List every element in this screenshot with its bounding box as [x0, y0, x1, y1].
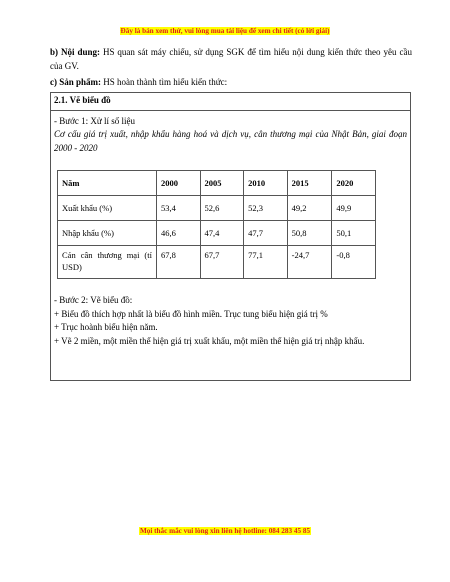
product-text: HS hoàn thành tìm hiểu kiến thức:: [101, 77, 228, 87]
content-paragraph: [50, 46, 412, 73]
content-label: b) Nội dung:: [50, 47, 100, 57]
table-header-cell: 2015: [287, 171, 332, 196]
table-cell: 53,4: [157, 196, 201, 221]
data-table: [57, 170, 376, 279]
step-2-block: [54, 294, 407, 348]
section-box: [50, 92, 411, 381]
section-body: [51, 111, 410, 349]
table-row: [58, 246, 376, 279]
preview-banner-text: Đây là bản xem thử, vui lòng mua tài liệu để xem chi tiết (có lời giải): [120, 27, 330, 35]
table-header-cell: 2000: [157, 171, 201, 196]
table-cell: 49,2: [287, 196, 332, 221]
table-cell: 50,8: [287, 221, 332, 246]
table-cell: -0,8: [332, 246, 376, 279]
table-cell: 77,1: [244, 246, 288, 279]
table-cell: 52,6: [200, 196, 244, 221]
step-2-text: - Bước 2: Vẽ biểu đồ:: [54, 295, 133, 305]
section-title: 2.1. Vẽ biểu đồ: [51, 93, 410, 111]
table-cell: 47,7: [244, 221, 288, 246]
table-caption: Cơ cấu giá trị xuất, nhập khẩu hàng hoá và dịch vụ, cân thương mại của Nhật Bản, giai đoạn 2000 - 2020: [54, 129, 407, 153]
content-text: HS quan sát máy chiếu, sử dụng SGK để tìm hiểu nội dung kiến thức theo yêu cầu của GV.: [50, 47, 412, 71]
table-cell: 50,1: [332, 221, 376, 246]
bullet-item: + Trục hoành biểu hiện năm.: [54, 322, 158, 332]
table-cell: 67,7: [200, 246, 244, 279]
bullet-item: + Vẽ 2 miền, một miền thể hiện giá trị xuất khẩu, một miền thể hiện giá trị nhập khẩu.: [54, 335, 365, 346]
product-paragraph: [50, 76, 412, 90]
table-header-cell: 2005: [200, 171, 244, 196]
table-cell: 49,9: [332, 196, 376, 221]
product-label: c) Sản phẩm:: [50, 77, 102, 87]
hotline-banner-text: Mọi thắc mắc vui lòng xin liên hệ hotline: 084 283 45 85: [139, 527, 311, 535]
bullet-item: + Biểu đồ thích hợp nhất là biểu đồ hình miền. Trục tung biểu hiện giá trị %: [54, 308, 328, 319]
table-header-cell: 2010: [244, 171, 288, 196]
table-row: [58, 221, 376, 246]
table-cell: 67,8: [157, 246, 201, 279]
table-cell: -24,7: [287, 246, 332, 279]
table-cell: Cán cân thương mại (tỉ USD): [58, 246, 157, 279]
table-cell: 52,3: [244, 196, 288, 221]
table-row: [58, 196, 376, 221]
table-cell: Xuất khẩu (%): [58, 196, 157, 221]
preview-banner: [0, 26, 450, 36]
hotline-banner: [0, 526, 450, 536]
table-header-cell: 2020: [332, 171, 376, 196]
table-cell: Nhập khẩu (%): [58, 221, 157, 246]
table-cell: 47,4: [200, 221, 244, 246]
table-header-cell: Năm: [58, 171, 157, 196]
table-header-row: [58, 171, 376, 196]
step-1-text: - Bước 1: Xử lí số liệu: [54, 115, 136, 126]
table-cell: 46,6: [157, 221, 201, 246]
